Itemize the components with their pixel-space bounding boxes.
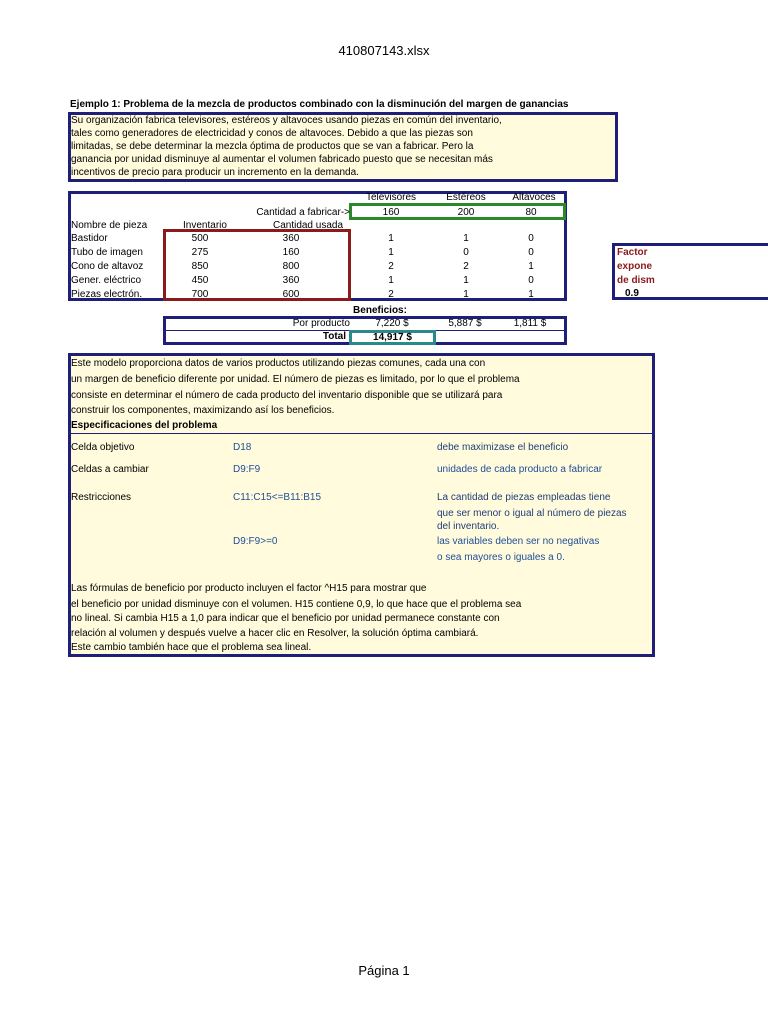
- benefit-televisores: 7,220 $: [375, 318, 409, 329]
- piece-name: Gener. eléctrico: [71, 275, 142, 286]
- col-piece-header: Nombre de pieza: [71, 220, 148, 231]
- piece-inventory: 700: [191, 289, 209, 300]
- req-televisores: 1: [388, 247, 394, 258]
- footer-line-4: relación al volumen y después vuelve a hacer clic en Resolver, la solución óptima cambiará.: [71, 628, 479, 639]
- objective-label: Celda objetivo: [71, 442, 135, 453]
- req-altavoces: 0: [528, 233, 534, 244]
- file-name: 410807143.xlsx: [338, 43, 430, 58]
- intro-line-5: incentivos de precio para producir un incremento en la demanda.: [71, 167, 359, 178]
- footer-line-3: no lineal. Si cambia H15 a 1,0 para indicar que el beneficio por unidad permanece constante con: [71, 613, 500, 624]
- piece-used: 360: [282, 233, 300, 244]
- piece-inventory: 275: [191, 247, 209, 258]
- piece-name: Bastidor: [71, 233, 108, 244]
- footer-line-5: Este cambio también hace que el problema sea lineal.: [71, 642, 312, 653]
- req-altavoces: 1: [528, 261, 534, 272]
- factor-line-3: de dism: [617, 275, 655, 286]
- piece-name: Tubo de imagen: [71, 247, 143, 258]
- constraint-2-desc-1: las variables deben ser no negativas: [437, 536, 600, 547]
- header-altavoces: Altavoces: [512, 192, 556, 203]
- benefit-altavoces: 1,811 $: [513, 318, 547, 329]
- piece-used: 600: [282, 289, 300, 300]
- constraints-label: Restricciones: [71, 492, 132, 503]
- req-estereos: 1: [463, 289, 469, 300]
- factor-line-1: Factor: [617, 247, 648, 258]
- changing-label: Celdas a cambiar: [71, 464, 149, 475]
- piece-used: 160: [282, 247, 300, 258]
- changing-desc: unidades de cada producto a fabricar: [437, 464, 603, 475]
- intro-line-1: Su organización fabrica televisores, estéreos y altavoces usando piezas en común del inventario,: [71, 115, 502, 126]
- objective-desc: debe maximizase el beneficio: [437, 442, 569, 453]
- constraint-2: D9:F9>=0: [233, 536, 278, 547]
- spec-title: Especificaciones del problema: [71, 420, 218, 431]
- piece-name: Piezas electrón.: [71, 289, 143, 300]
- desc-line-1: Este modelo proporciona datos de varios productos utilizando piezas comunes, cada una con: [71, 358, 486, 369]
- qty-televisores[interactable]: 160: [382, 207, 400, 218]
- piece-inventory: 450: [191, 275, 209, 286]
- req-televisores: 1: [388, 233, 394, 244]
- benefit-estereos: 5,887 $: [448, 318, 482, 329]
- qty-estereos[interactable]: 200: [457, 207, 475, 218]
- req-televisores: 2: [388, 289, 394, 300]
- req-altavoces: 1: [528, 289, 534, 300]
- req-altavoces: 0: [528, 275, 534, 286]
- desc-line-4: construir los componentes, maximizando así los beneficios.: [71, 405, 335, 416]
- example-title: Ejemplo 1: Problema de la mezcla de productos combinado con la disminución del margen de ganancias: [70, 99, 569, 110]
- header-estereos: Estéreos: [446, 192, 486, 203]
- req-estereos: 1: [463, 275, 469, 286]
- req-televisores: 1: [388, 275, 394, 286]
- constraint-1-desc-1: La cantidad de piezas empleadas tiene: [437, 492, 611, 503]
- desc-line-3: consiste en determinar el número de cada producto del inventario disponible que se utilizará para: [71, 390, 503, 401]
- constraint-1-desc-2: que ser menor o igual al número de piezas: [437, 508, 627, 519]
- constraint-1-desc-3: del inventario.: [437, 521, 500, 532]
- footer-line-1: Las fórmulas de beneficio por producto incluyen el factor ^H15 para mostrar que: [71, 583, 427, 594]
- factor-box: [612, 243, 768, 300]
- constraint-2-desc-2: o sea mayores o iguales a 0.: [437, 552, 565, 563]
- piece-name: Cono de altavoz: [71, 261, 144, 272]
- per-product-label: Por producto: [292, 318, 350, 329]
- col-used-header: Cantidad usada: [272, 220, 344, 231]
- piece-inventory: 500: [191, 233, 209, 244]
- header-televisores: Televisores: [366, 192, 417, 203]
- piece-inventory: 850: [191, 261, 209, 272]
- req-estereos: 1: [463, 233, 469, 244]
- intro-line-3: limitadas, se debe determinar la mezcla óptima de productos que se van a fabricar. Pero la: [71, 141, 474, 152]
- req-televisores: 2: [388, 261, 394, 272]
- qty-label: Cantidad a fabricar->: [256, 207, 350, 218]
- factor-value[interactable]: 0.9: [625, 288, 639, 299]
- intro-line-4: ganancia por unidad disminuye al aumentar el volumen fabricado puesto que se necesitan más: [71, 154, 493, 165]
- footer-line-2: el beneficio por unidad disminuye con el volumen. H15 contiene 0,9, lo que hace que el problema sea: [71, 599, 522, 610]
- factor-line-2: expone: [617, 261, 653, 272]
- page-footer: Página 1: [358, 963, 410, 978]
- piece-used: 360: [282, 275, 300, 286]
- desc-line-2: un margen de beneficio diferente por unidad. El número de piezas es limitado, por lo que el problema: [71, 374, 520, 385]
- constraint-1: C11:C15<=B11:B15: [233, 492, 322, 503]
- piece-used: 800: [282, 261, 300, 272]
- req-estereos: 2: [463, 261, 469, 272]
- col-inventory-header: Inventario: [183, 220, 227, 231]
- req-estereos: 0: [463, 247, 469, 258]
- total-value: 14,917 $: [373, 332, 412, 343]
- changing-cells: D9:F9: [233, 464, 261, 475]
- notes-divider: [71, 433, 652, 434]
- total-label: Total: [322, 331, 346, 342]
- benefits-label: Beneficios:: [353, 305, 407, 316]
- req-altavoces: 0: [528, 247, 534, 258]
- qty-altavoces[interactable]: 80: [525, 207, 537, 218]
- intro-line-2: tales como generadores de electricidad y conos de altavoces. Debido a que las piezas son: [71, 128, 473, 139]
- objective-cell: D18: [233, 442, 252, 453]
